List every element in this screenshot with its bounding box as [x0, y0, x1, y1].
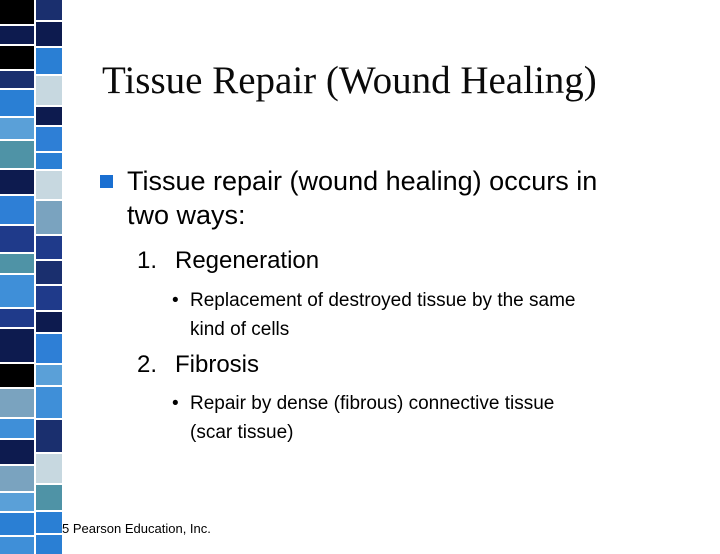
main-bullet	[100, 164, 700, 232]
decor-block	[36, 312, 62, 332]
decor-block	[36, 127, 62, 151]
copyright-footer: 5 Pearson Education, Inc.	[62, 521, 211, 536]
sub-bullet-fibrosis	[172, 389, 692, 447]
decor-block	[36, 365, 62, 385]
decorative-side-strip	[0, 0, 64, 540]
decor-block	[36, 22, 62, 46]
decor-block	[0, 71, 34, 88]
main-bullet-line2: two ways:	[127, 200, 246, 230]
decor-block	[36, 76, 62, 105]
decor-block	[0, 254, 34, 273]
decor-block	[36, 107, 62, 125]
square-bullet-icon	[100, 175, 113, 188]
decor-block	[36, 236, 62, 259]
decor-block	[0, 226, 34, 252]
sub-bullet-regeneration	[172, 286, 692, 344]
item-label: Regeneration	[175, 247, 320, 274]
sub-bullet-line1: Repair by dense (fibrous) connective tissue	[190, 393, 555, 414]
decor-block	[36, 535, 62, 554]
decor-block	[0, 493, 34, 511]
decor-block	[0, 141, 34, 168]
decor-block	[36, 286, 62, 310]
item-number: 2.	[137, 351, 158, 378]
item-number: 1.	[137, 247, 158, 274]
decor-block	[0, 440, 34, 464]
decor-block	[36, 334, 62, 363]
decor-block	[0, 389, 34, 417]
decor-block	[36, 48, 62, 74]
decor-block	[0, 170, 34, 194]
decor-block	[36, 171, 62, 199]
numbered-item-fibrosis	[137, 351, 259, 379]
bullet-dot-icon: •	[172, 393, 179, 414]
decor-block	[36, 261, 62, 284]
decor-block	[36, 420, 62, 452]
sub-bullet-line2: kind of cells	[190, 319, 290, 340]
decor-block	[0, 196, 34, 224]
decor-block	[0, 466, 34, 491]
decor-block	[0, 0, 34, 24]
sub-bullet-line2: (scar tissue)	[190, 422, 294, 443]
decor-block	[36, 201, 62, 234]
decor-block	[0, 90, 34, 116]
decor-block	[36, 454, 62, 483]
decor-block	[0, 419, 34, 438]
decor-block	[36, 0, 62, 20]
decor-block	[36, 153, 62, 169]
decor-block	[36, 485, 62, 510]
decor-block	[0, 118, 34, 139]
main-bullet-line1: Tissue repair (wound healing) occurs in	[127, 166, 598, 196]
decor-block	[0, 46, 34, 69]
decor-block	[0, 513, 34, 535]
decor-block	[0, 309, 34, 327]
sub-bullet-line1: Replacement of destroyed tissue by the same	[190, 290, 576, 311]
numbered-item-regeneration	[137, 247, 319, 275]
decor-block	[36, 387, 62, 418]
item-label: Fibrosis	[175, 351, 260, 378]
decor-block	[36, 512, 62, 533]
decor-block	[0, 26, 34, 44]
slide-title: Tissue Repair (Wound Healing)	[102, 59, 597, 102]
decor-block	[0, 275, 34, 307]
bullet-dot-icon: •	[172, 290, 179, 311]
decor-block	[0, 364, 34, 387]
decor-block	[0, 329, 34, 362]
